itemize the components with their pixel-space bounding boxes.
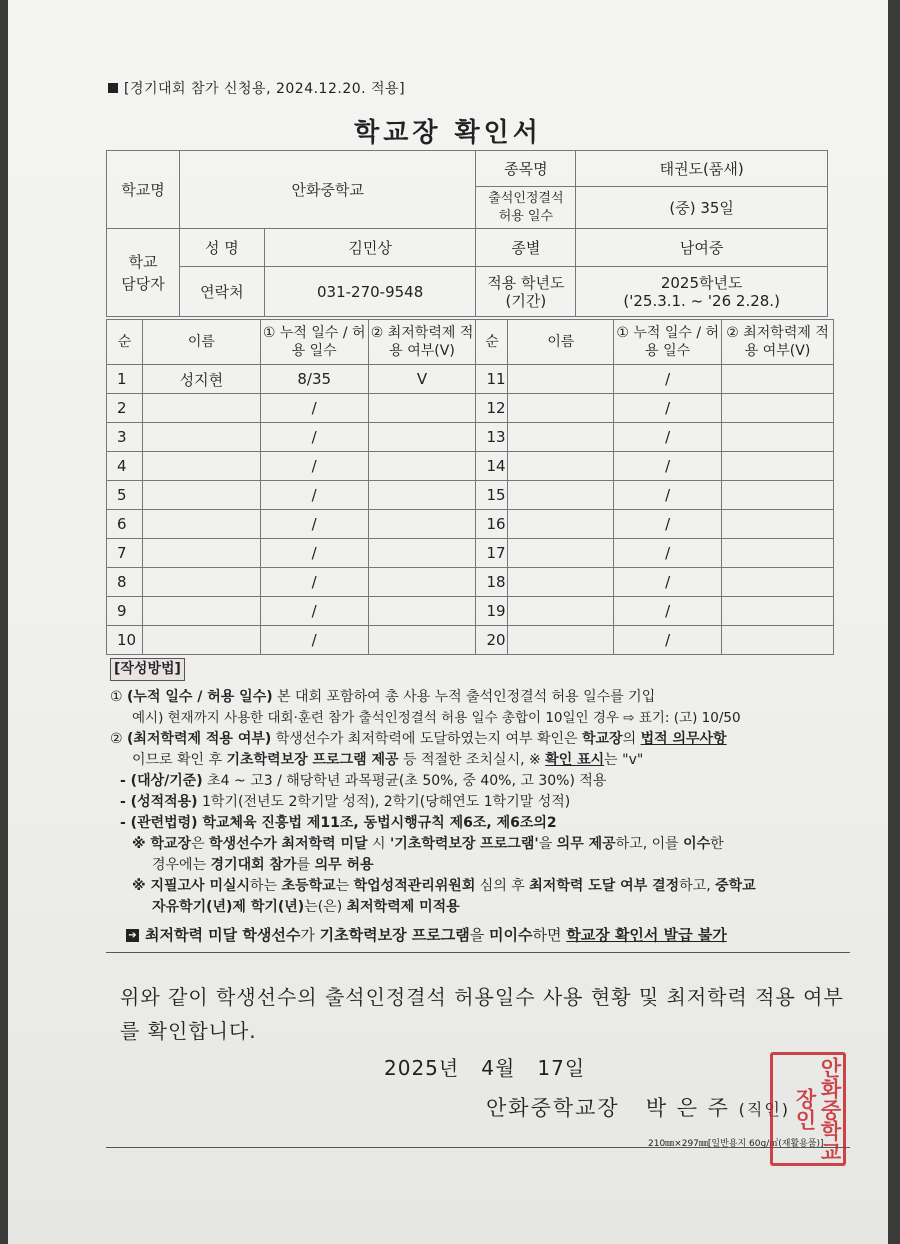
roster-days-cell: / (614, 423, 722, 452)
official-seal-stamp: 안화중학교장인 (770, 1052, 846, 1166)
seq-header: 순 (476, 320, 508, 365)
seq-header: 순 (107, 320, 143, 365)
roster-name-cell (142, 539, 260, 568)
issue-date: 2025년 4월 17일 (384, 1056, 586, 1080)
instructions-section (110, 658, 850, 918)
roster-name-cell (508, 365, 614, 394)
roster-applied-cell (722, 365, 834, 394)
instruction-2-line2: 이므로 확인 후 기초학력보장 프로그램 제공 등 적절한 조치실시, ※ 확인 표시는 "v" (132, 752, 644, 768)
table-row (107, 481, 834, 510)
days-header: ① 누적 일수 / 허용 일수 (260, 320, 368, 365)
roster-applied-cell (368, 568, 476, 597)
table-row (107, 394, 834, 423)
allowed-days-label: 출석인정결석 허용 일수 (476, 187, 576, 229)
document-title: 학교장 확인서 (354, 118, 542, 148)
year-period: ('25.3.1. ~ '26 2.28.) (623, 291, 780, 310)
year-cell (576, 267, 828, 317)
roster-applied-cell (368, 481, 476, 510)
roster-applied-cell (722, 597, 834, 626)
roster-days-cell: / (614, 365, 722, 394)
form-note: [경기대회 참가 신청용, 2024.12.20. 적용] (108, 78, 405, 98)
school-label: 학교명 (107, 151, 180, 229)
roster-seq-cell: 13 (476, 423, 508, 452)
applied-header: ② 최저학력제 적용 여부(V) (368, 320, 476, 365)
roster-applied-cell (722, 510, 834, 539)
roster-name-cell (508, 626, 614, 655)
school-info-table (106, 150, 828, 317)
criteria-law: - (관련법령) 학교체육 진흥법 제11조, 동법시행규칙 제6조, 제6조의2 (120, 815, 557, 831)
table-row (107, 568, 834, 597)
roster-applied-cell (722, 539, 834, 568)
contact-value: 031-270-9548 (264, 267, 476, 317)
roster-days-cell: / (614, 568, 722, 597)
roster-days-cell: / (614, 626, 722, 655)
roster-seq-cell: 4 (107, 452, 143, 481)
roster-seq-cell: 15 (476, 481, 508, 510)
roster-days-cell: / (260, 452, 368, 481)
table-row (107, 365, 834, 394)
roster-name-cell (142, 394, 260, 423)
roster-name-cell (508, 423, 614, 452)
roster-days-cell: / (260, 568, 368, 597)
note-2-line2: 자유학기(년)제 학기(년)는(은) 최저학력제 미적용 (152, 899, 460, 915)
roster-days-cell: / (614, 510, 722, 539)
roster-days-cell: 8/35 (260, 365, 368, 394)
roster-seq-cell: 17 (476, 539, 508, 568)
roster-seq-cell: 11 (476, 365, 508, 394)
roster-days-cell: / (260, 510, 368, 539)
applied-header: ② 최저학력제 적용 여부(V) (722, 320, 834, 365)
roster-seq-cell: 7 (107, 539, 143, 568)
table-row (107, 452, 834, 481)
confirmation-statement: 위와 같이 학생선수의 출석인정결석 허용일수 사용 현황 및 최저학력 적용 여부를 확인합니다. (120, 985, 844, 1043)
roster-applied-cell (368, 452, 476, 481)
roster-seq-cell: 3 (107, 423, 143, 452)
instruction-2: ② (최저학력제 적용 여부) 학생선수가 최저학력에 도달하였는지 여부 확인은 학교장의 법적 의무사항 (110, 731, 727, 747)
roster-name-cell (508, 597, 614, 626)
roster-applied-cell (722, 481, 834, 510)
manager-label: 학교 담당자 (107, 229, 180, 317)
roster-seq-cell: 10 (107, 626, 143, 655)
roster-applied-cell (368, 394, 476, 423)
roster-seq-cell: 5 (107, 481, 143, 510)
table-row (107, 510, 834, 539)
roster-days-cell: / (260, 597, 368, 626)
allowed-days-value: (중) 35일 (576, 187, 828, 229)
roster-applied-cell (368, 423, 476, 452)
name-label: 성 명 (179, 229, 264, 267)
seal-note: (직인) (738, 1100, 791, 1119)
roster-name-cell (142, 452, 260, 481)
roster-applied-cell (722, 568, 834, 597)
roster-seq-cell: 8 (107, 568, 143, 597)
roster-name-cell (508, 568, 614, 597)
roster-seq-cell: 14 (476, 452, 508, 481)
signer-name: 안화중학교장 박 은 주 (486, 1096, 730, 1120)
name-header: 이름 (142, 320, 260, 365)
sport-value: 태권도(품새) (576, 151, 828, 187)
note-2: ※ 지필고사 미실시하는 초등학교는 학업성적관리위원회 심의 후 최저학력 도달 여부 결정하고, 중학교 (132, 878, 756, 894)
roster-days-cell: / (614, 452, 722, 481)
roster-name-cell (508, 481, 614, 510)
roster-days-cell: / (260, 481, 368, 510)
roster-name-cell (508, 539, 614, 568)
roster-applied-cell (722, 452, 834, 481)
year-label: 적용 학년도 (기간) (476, 267, 576, 317)
roster-name-cell (142, 597, 260, 626)
criteria-target: - (대상/기준) 초4 ~ 고3 / 해당학년 과목평균(초 50%, 중 40%, 고 30%) 적용 (120, 773, 607, 789)
roster-seq-cell: 20 (476, 626, 508, 655)
roster-days-cell: / (614, 539, 722, 568)
name-header: 이름 (508, 320, 614, 365)
roster-seq-cell: 12 (476, 394, 508, 423)
instruction-1-example: 예시) 현재까지 사용한 대회·훈련 참가 출석인정결석 허용 일수 총합이 10일인 경우 ⇨ 표기: (고) 10/50 (132, 710, 741, 726)
roster-name-cell (508, 510, 614, 539)
table-row (107, 539, 834, 568)
arrow-box-icon: ➔ (126, 929, 139, 942)
name-value: 김민상 (264, 229, 476, 267)
roster-name-cell (142, 568, 260, 597)
roster-name-cell (142, 481, 260, 510)
square-bullet-icon (108, 83, 118, 93)
table-row (107, 597, 834, 626)
category-value: 남여중 (576, 229, 828, 267)
roster-days-cell: / (614, 394, 722, 423)
roster-days-cell: / (614, 597, 722, 626)
roster-seq-cell: 18 (476, 568, 508, 597)
days-header: ① 누적 일수 / 허용 일수 (614, 320, 722, 365)
roster-seq-cell: 2 (107, 394, 143, 423)
note-1-line2: 경우에는 경기대회 참가를 의무 허용 (152, 857, 374, 873)
roster-header-row (107, 320, 834, 365)
year-value: 2025학년도 (660, 273, 743, 292)
paper-spec-note: 210㎜×297㎜[일반용지 60g/㎡(재활용품)] (648, 1139, 824, 1149)
roster-applied-cell (368, 510, 476, 539)
final-warning: ➔ 최저학력 미달 학생선수가 기초학력보장 프로그램을 미이수하면 학교장 확인서 발급 불가 (126, 924, 727, 945)
roster-seq-cell: 9 (107, 597, 143, 626)
roster-applied-cell (368, 626, 476, 655)
roster-name-cell: 성지현 (142, 365, 260, 394)
instructions-title: [작성방법] (110, 658, 185, 681)
instruction-1: ① (누적 일수 / 허용 일수) 본 대회 포함하여 총 사용 누적 출석인정결석 허용 일수를 기입 (110, 689, 656, 705)
roster-name-cell (508, 452, 614, 481)
document-page (8, 0, 888, 1244)
roster-applied-cell (722, 423, 834, 452)
sport-label: 종목명 (476, 151, 576, 187)
roster-applied-cell (368, 539, 476, 568)
note-1: ※ 학교장은 학생선수가 최저학력 미달 시 '기초학력보장 프로그램'을 의무 제공하고, 이를 이수한 (132, 836, 724, 852)
roster-applied-cell (722, 626, 834, 655)
roster-days-cell: / (260, 626, 368, 655)
roster-applied-cell: V (368, 365, 476, 394)
school-name: 안화중학교 (179, 151, 476, 229)
criteria-grades: - (성적적용) 1학기(전년도 2학기말 성적), 2학기(당해연도 1학기말 성적) (120, 794, 571, 810)
roster-name-cell (508, 394, 614, 423)
contact-label: 연락처 (179, 267, 264, 317)
divider (106, 952, 850, 953)
roster-seq-cell: 1 (107, 365, 143, 394)
table-row (107, 626, 834, 655)
roster-days-cell: / (614, 481, 722, 510)
roster-applied-cell (722, 394, 834, 423)
roster-days-cell: / (260, 394, 368, 423)
roster-seq-cell: 19 (476, 597, 508, 626)
roster-name-cell (142, 626, 260, 655)
table-row (107, 423, 834, 452)
roster-seq-cell: 16 (476, 510, 508, 539)
roster-name-cell (142, 510, 260, 539)
roster-days-cell: / (260, 423, 368, 452)
category-label: 종별 (476, 229, 576, 267)
roster-name-cell (142, 423, 260, 452)
roster-days-cell: / (260, 539, 368, 568)
signer-line (486, 1092, 790, 1122)
athlete-roster-table (106, 319, 834, 655)
roster-seq-cell: 6 (107, 510, 143, 539)
roster-applied-cell (368, 597, 476, 626)
